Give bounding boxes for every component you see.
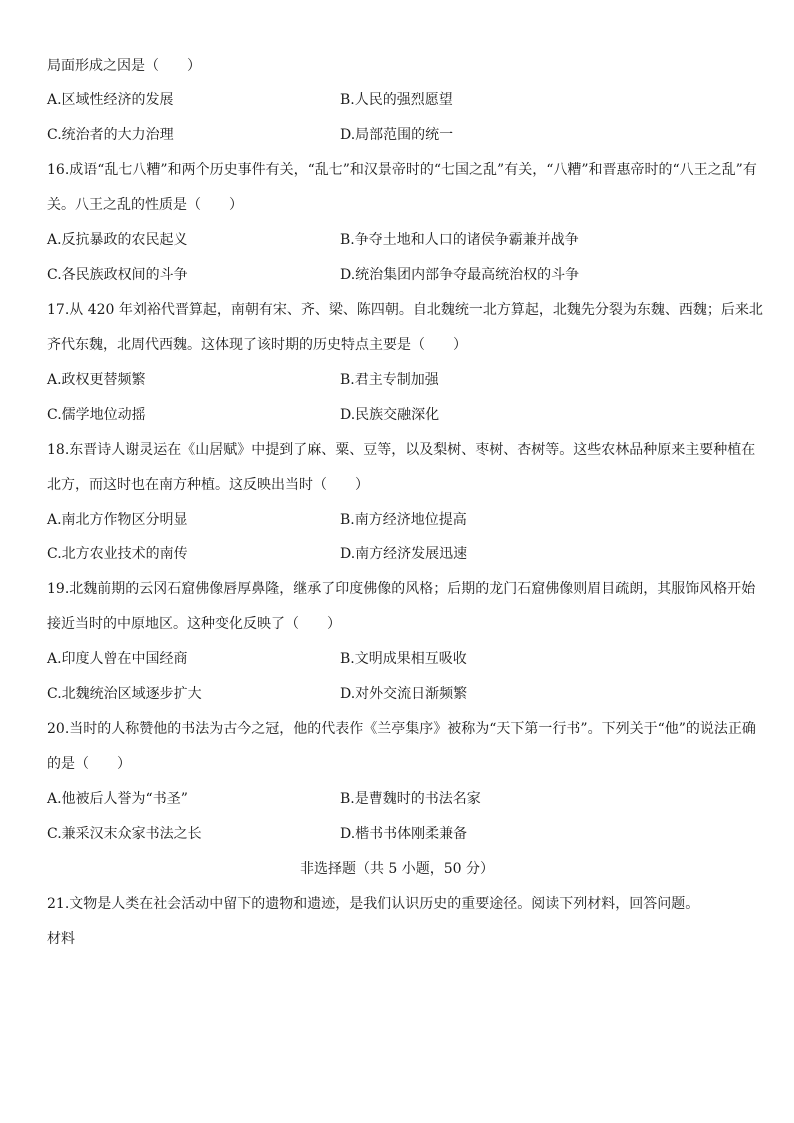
question-19-stem-line-2: 接近当时的中原地区。这种变化反映了（ ） [47, 616, 341, 632]
q19-option-d: D.对外交流日渐频繁 [340, 686, 468, 702]
q16-option-c: C.各民族政权间的斗争 [47, 267, 188, 283]
q15-option-d: D.局部范围的统一 [340, 127, 454, 143]
q16-option-a: A.反抗暴政的农民起义 [47, 232, 188, 248]
q16-option-b: B.争夺土地和人口的诸侯争霸兼并战争 [340, 232, 579, 248]
q18-option-c: C.北方农业技术的南传 [47, 546, 188, 562]
q15-option-a: A.区域性经济的发展 [47, 92, 174, 108]
question-17-stem-line-1: 17.从 420 年刘裕代晋算起，南朝有宋、齐、梁、陈四朝。自北魏统一北方算起，北魏先分裂为东魏、西魏；后来北 [47, 302, 763, 318]
q20-option-d: D.楷书书体刚柔兼备 [340, 826, 468, 842]
q18-option-a: A.南北方作物区分明显 [47, 512, 188, 528]
q15-option-c: C.统治者的大力治理 [47, 127, 174, 143]
q20-option-c: C.兼采汉末众家书法之长 [47, 826, 202, 842]
question-16-stem-line-2: 关。八王之乱的性质是（ ） [47, 197, 243, 213]
q17-option-b: B.君主专制加强 [340, 372, 439, 388]
q17-option-d: D.民族交融深化 [340, 407, 440, 423]
q19-option-a: A.印度人曾在中国经商 [47, 651, 188, 667]
material-label: 材料 [47, 931, 75, 947]
q16-option-d: D.统治集团内部争夺最高统治权的斗争 [340, 267, 580, 283]
q20-option-a: A.他被后人誉为“书圣” [47, 791, 188, 807]
question-20-stem-line-1: 20.当时的人称赞他的书法为古今之冠，他的代表作《兰亭集序》被称为“天下第一行书”。下列关于“他”的说法正确 [47, 721, 756, 737]
q18-option-b: B.南方经济地位提高 [340, 512, 467, 528]
question-18-stem-line-1: 18.东晋诗人谢灵运在《山居赋》中提到了麻、粟、豆等，以及梨树、枣树、杏树等。这些农林品种原来主要种植在 [47, 442, 756, 458]
question-15-stem-end: 局面形成之因是（ ） [47, 58, 201, 74]
section-heading: 非选择题（共 5 小题，50 分） [299, 861, 495, 877]
question-16-stem-line-1: 16.成语“乱七八糟”和两个历史事件有关，“乱七”和汉景帝时的“七国之乱”有关，“八糟”和晋惠帝时的“八王之乱”有 [47, 162, 757, 178]
question-21-stem: 21.文物是人类在社会活动中留下的遗物和遗迹，是我们认识历史的重要途径。阅读下列材料，回答问题。 [47, 896, 700, 912]
question-17-stem-line-2: 齐代东魏，北周代西魏。这体现了该时期的历史特点主要是（ ） [47, 337, 467, 353]
q15-option-b: B.人民的强烈愿望 [340, 92, 453, 108]
q19-option-b: B.文明成果相互吸收 [340, 651, 467, 667]
q20-option-b: B.是曹魏时的书法名家 [340, 791, 481, 807]
question-18-stem-line-2: 北方，而这时也在南方种植。这反映出当时（ ） [47, 477, 369, 493]
q19-option-c: C.北魏统治区域逐步扩大 [47, 686, 202, 702]
q17-option-c: C.儒学地位动摇 [47, 407, 146, 423]
q18-option-d: D.南方经济发展迅速 [340, 546, 468, 562]
question-20-stem-line-2: 的是（ ） [47, 756, 131, 772]
question-19-stem-line-1: 19.北魏前期的云冈石窟佛像唇厚鼻隆，继承了印度佛像的风格；后期的龙门石窟佛像则眉目疏朗，其服饰风格开始 [47, 581, 756, 597]
q17-option-a: A.政权更替频繁 [47, 372, 146, 388]
